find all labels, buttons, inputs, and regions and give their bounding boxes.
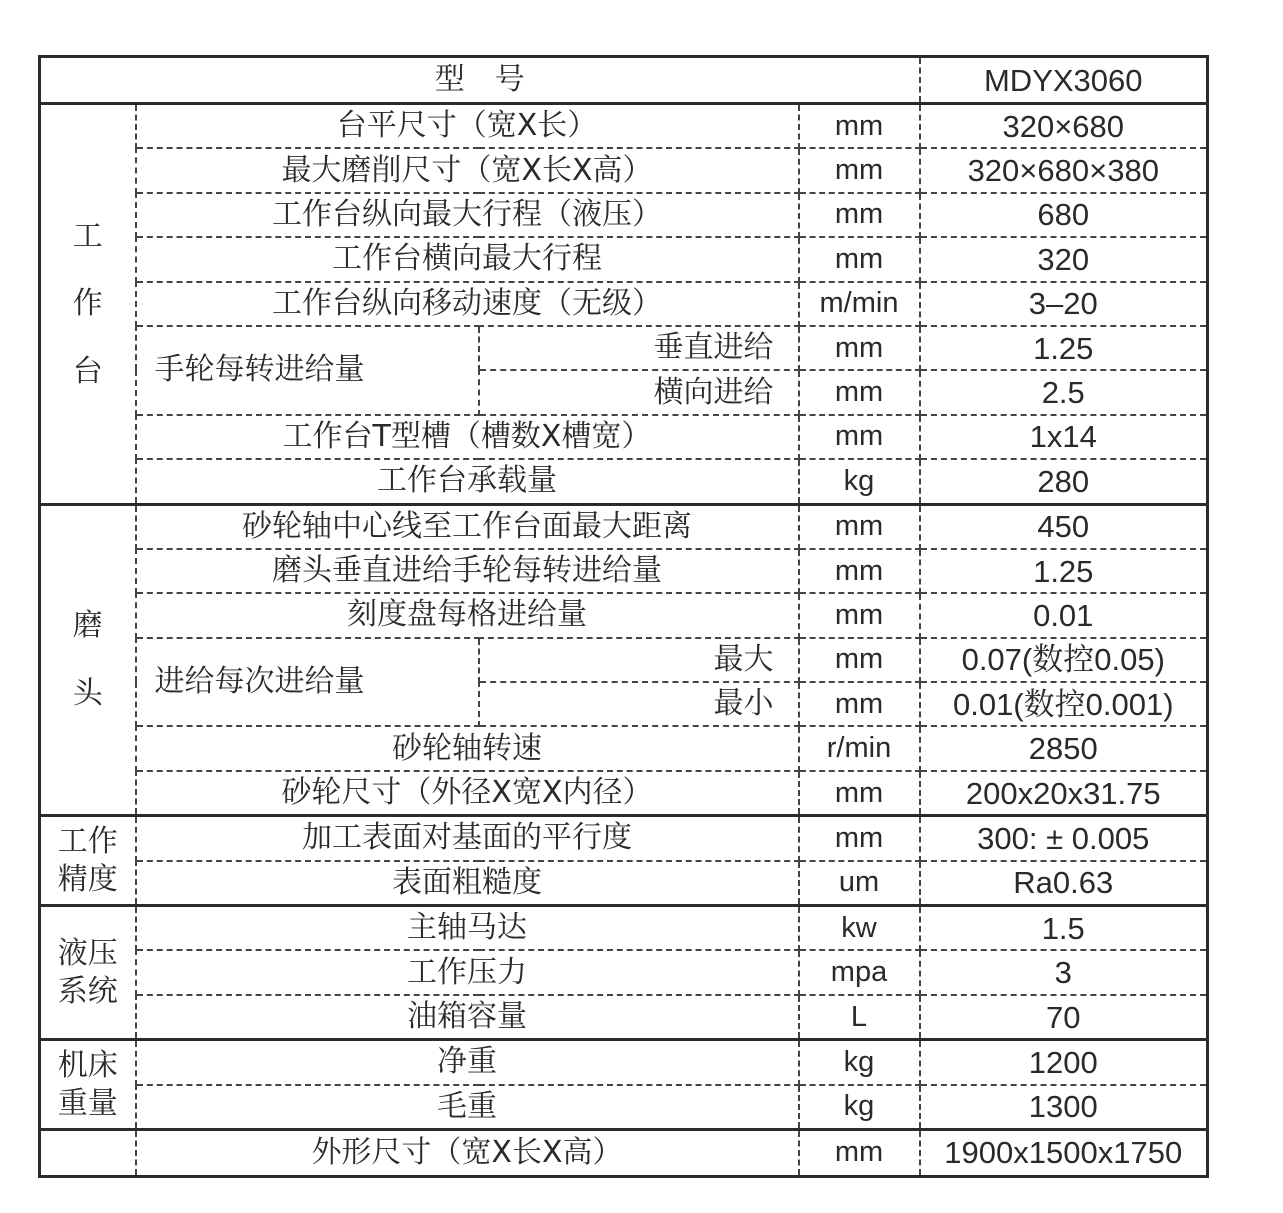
group-label-feed: 进给每次进给量: [136, 638, 479, 727]
row-label: 工作台纵向移动速度（无级）: [136, 282, 799, 326]
model-value: MDYX3060: [920, 57, 1208, 104]
row-unit: kw: [799, 906, 920, 951]
row-label: 加工表面对基面的平行度: [136, 816, 799, 861]
row-label: 砂轮轴转速: [136, 726, 799, 770]
row-unit: mm: [799, 771, 920, 816]
model-label: 型 号: [40, 57, 920, 104]
row-value: 3: [920, 950, 1208, 994]
row-unit: mm: [799, 504, 920, 549]
table-row: [40, 950, 1208, 994]
row-value: 2850: [920, 726, 1208, 770]
row-unit: kg: [799, 459, 920, 504]
header-row: [40, 57, 1208, 104]
row-value: 450: [920, 504, 1208, 549]
row-label: 外形尺寸（宽X长X高）: [136, 1129, 799, 1176]
table-row: [40, 816, 1208, 861]
row-label: 台平尺寸（宽X长）: [136, 104, 799, 149]
row-unit: mm: [799, 326, 920, 370]
row-label: 主轴马达: [136, 906, 799, 951]
category-worktable: 工 作 台: [40, 104, 136, 505]
table-row: [40, 459, 1208, 504]
row-value: 1900x1500x1750: [920, 1129, 1208, 1176]
row-value: 0.01(数控0.001): [920, 682, 1208, 726]
row-label: 工作台横向最大行程: [136, 237, 799, 281]
row-unit: mm: [799, 370, 920, 414]
row-label: 工作压力: [136, 950, 799, 994]
table-row: [40, 1085, 1208, 1130]
row-unit: mm: [799, 593, 920, 637]
row-label: 毛重: [136, 1085, 799, 1130]
row-unit: mm: [799, 816, 920, 861]
row-value: 2.5: [920, 370, 1208, 414]
row-unit: mm: [799, 148, 920, 192]
row-sublabel: 最小: [479, 682, 799, 726]
row-value: 70: [920, 995, 1208, 1040]
table-row: [40, 104, 1208, 149]
row-value: 1.25: [920, 549, 1208, 593]
row-label: 磨头垂直进给手轮每转进给量: [136, 549, 799, 593]
group-label-handwheel: 手轮每转进给量: [136, 326, 479, 415]
row-value: 320: [920, 237, 1208, 281]
row-value: 320×680×380: [920, 148, 1208, 192]
row-value: 0.01: [920, 593, 1208, 637]
row-label: 工作台T型槽（槽数X槽宽）: [136, 415, 799, 459]
table-row: [40, 638, 1208, 682]
row-unit: mm: [799, 415, 920, 459]
row-sublabel: 垂直进给: [479, 326, 799, 370]
row-unit: mm: [799, 638, 920, 682]
row-value: 1x14: [920, 415, 1208, 459]
row-label: 工作台纵向最大行程（液压）: [136, 193, 799, 237]
row-label: 净重: [136, 1040, 799, 1085]
table-row: [40, 549, 1208, 593]
table-row: [40, 593, 1208, 637]
row-value: 3–20: [920, 282, 1208, 326]
row-unit: kg: [799, 1085, 920, 1130]
table-row: [40, 326, 1208, 370]
row-unit: kg: [799, 1040, 920, 1085]
row-label: 油箱容量: [136, 995, 799, 1040]
table-row: [40, 282, 1208, 326]
row-sublabel: 横向进给: [479, 370, 799, 414]
table-row: [40, 237, 1208, 281]
row-label: 工作台承载量: [136, 459, 799, 504]
row-label: 刻度盘每格进给量: [136, 593, 799, 637]
table-row: [40, 861, 1208, 906]
table-row: [40, 726, 1208, 770]
row-unit: mm: [799, 237, 920, 281]
table-row: [40, 415, 1208, 459]
row-value: 200x20x31.75: [920, 771, 1208, 816]
row-unit: mm: [799, 104, 920, 149]
row-label: 最大磨削尺寸（宽X长X高）: [136, 148, 799, 192]
row-unit: m/min: [799, 282, 920, 326]
table-row: [40, 193, 1208, 237]
category-grinding-head: 磨 头: [40, 504, 136, 816]
row-value: 280: [920, 459, 1208, 504]
row-unit: L: [799, 995, 920, 1040]
row-value: 1300: [920, 1085, 1208, 1130]
table-row: [40, 1040, 1208, 1085]
row-unit: r/min: [799, 726, 920, 770]
table-row: [40, 995, 1208, 1040]
row-value: Ra0.63: [920, 861, 1208, 906]
row-value: 1.25: [920, 326, 1208, 370]
row-value: 300: ± 0.005: [920, 816, 1208, 861]
row-label: 表面粗糙度: [136, 861, 799, 906]
category-hydraulic: 液压 系统: [40, 906, 136, 1040]
table-row: [40, 771, 1208, 816]
category-empty: [40, 1129, 136, 1176]
spec-table: [38, 55, 1209, 1178]
row-value: 1.5: [920, 906, 1208, 951]
row-value: 1200: [920, 1040, 1208, 1085]
category-precision: 工作 精度: [40, 816, 136, 906]
row-value: 0.07(数控0.05): [920, 638, 1208, 682]
table-row: [40, 1129, 1208, 1176]
table-row: [40, 906, 1208, 951]
row-unit: mm: [799, 549, 920, 593]
row-sublabel: 最大: [479, 638, 799, 682]
category-weight: 机床 重量: [40, 1040, 136, 1130]
row-unit: mm: [799, 1129, 920, 1176]
row-value: 320×680: [920, 104, 1208, 149]
row-label: 砂轮尺寸（外径X宽X内径）: [136, 771, 799, 816]
row-value: 680: [920, 193, 1208, 237]
row-unit: mpa: [799, 950, 920, 994]
row-unit: um: [799, 861, 920, 906]
table-row: [40, 148, 1208, 192]
row-label: 砂轮轴中心线至工作台面最大距离: [136, 504, 799, 549]
row-unit: mm: [799, 193, 920, 237]
table-row: [40, 504, 1208, 549]
row-unit: mm: [799, 682, 920, 726]
